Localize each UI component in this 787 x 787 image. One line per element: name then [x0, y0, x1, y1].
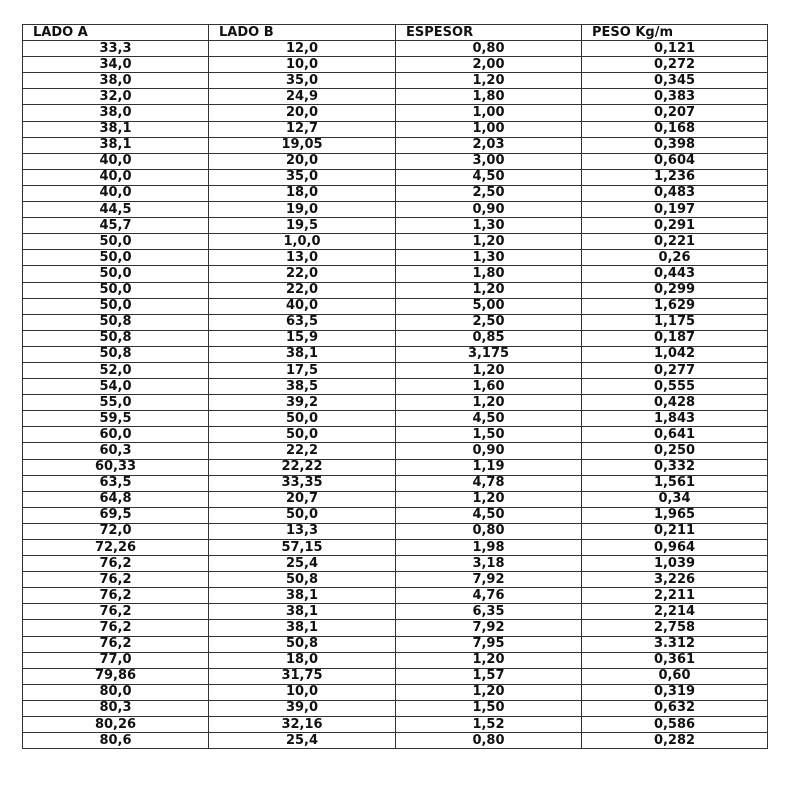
cell-lado-b: 38,1 [209, 604, 396, 620]
cell-espesor: 1,52 [396, 717, 582, 733]
cell-lado-a: 50,0 [23, 234, 209, 250]
cell-peso: 0,319 [582, 684, 768, 700]
cell-lado-b: 38,1 [209, 620, 396, 636]
cell-espesor: 3,175 [396, 346, 582, 362]
cell-lado-a: 60,3 [23, 443, 209, 459]
cell-lado-a: 55,0 [23, 395, 209, 411]
cell-lado-b: 38,1 [209, 346, 396, 362]
cell-lado-b: 10,0 [209, 684, 396, 700]
cell-espesor: 1,30 [396, 218, 582, 234]
table-row [23, 684, 768, 700]
cell-lado-a: 72,26 [23, 540, 209, 556]
cell-peso: 0,361 [582, 652, 768, 668]
cell-lado-a: 60,0 [23, 427, 209, 443]
cell-peso: 2,211 [582, 588, 768, 604]
table-row [23, 733, 768, 749]
cell-espesor: 7,95 [396, 636, 582, 652]
cell-espesor: 1,20 [396, 73, 582, 89]
cell-lado-a: 40,0 [23, 185, 209, 201]
cell-lado-a: 76,2 [23, 636, 209, 652]
table-row [23, 427, 768, 443]
cell-espesor: 1,20 [396, 234, 582, 250]
cell-lado-a: 38,1 [23, 121, 209, 137]
cell-peso: 0,632 [582, 700, 768, 716]
cell-espesor: 1,80 [396, 89, 582, 105]
table-row [23, 717, 768, 733]
cell-lado-a: 79,86 [23, 668, 209, 684]
cell-espesor: 2,00 [396, 57, 582, 73]
cell-lado-b: 40,0 [209, 298, 396, 314]
cell-espesor: 1,20 [396, 395, 582, 411]
cell-peso: 0,187 [582, 330, 768, 346]
table-row [23, 282, 768, 298]
cell-lado-a: 50,0 [23, 298, 209, 314]
cell-peso: 1,561 [582, 475, 768, 491]
cell-peso: 0,555 [582, 379, 768, 395]
table-header [23, 25, 768, 41]
cell-lado-b: 18,0 [209, 185, 396, 201]
cell-espesor: 4,50 [396, 411, 582, 427]
cell-lado-a: 76,2 [23, 572, 209, 588]
cell-espesor: 1,20 [396, 282, 582, 298]
cell-peso: 0,641 [582, 427, 768, 443]
cell-espesor: 7,92 [396, 620, 582, 636]
cell-peso: 0,272 [582, 57, 768, 73]
table-body [23, 41, 768, 749]
table-row [23, 507, 768, 523]
cell-lado-a: 80,0 [23, 684, 209, 700]
cell-peso: 0,250 [582, 443, 768, 459]
table-row [23, 475, 768, 491]
cell-peso: 0,197 [582, 202, 768, 218]
cell-lado-b: 15,9 [209, 330, 396, 346]
cell-espesor: 6,35 [396, 604, 582, 620]
cell-espesor: 0,80 [396, 733, 582, 749]
cell-lado-b: 22,0 [209, 282, 396, 298]
cell-lado-a: 60,33 [23, 459, 209, 475]
table-row [23, 169, 768, 185]
table-row [23, 234, 768, 250]
cell-lado-b: 32,16 [209, 717, 396, 733]
cell-espesor: 3,00 [396, 153, 582, 169]
table-row [23, 298, 768, 314]
table-row [23, 121, 768, 137]
cell-peso: 0,34 [582, 491, 768, 507]
cell-espesor: 1,60 [396, 379, 582, 395]
cell-espesor: 1,20 [396, 491, 582, 507]
cell-lado-a: 52,0 [23, 362, 209, 378]
cell-lado-b: 33,35 [209, 475, 396, 491]
cell-peso: 1,236 [582, 169, 768, 185]
cell-lado-b: 13,0 [209, 250, 396, 266]
cell-espesor: 5,00 [396, 298, 582, 314]
cell-lado-a: 40,0 [23, 169, 209, 185]
cell-lado-a: 32,0 [23, 89, 209, 105]
table-row [23, 218, 768, 234]
cell-lado-b: 35,0 [209, 169, 396, 185]
cell-lado-a: 59,5 [23, 411, 209, 427]
table-row [23, 652, 768, 668]
profile-weight-table [22, 24, 768, 749]
cell-espesor: 2,50 [396, 314, 582, 330]
cell-lado-b: 22,2 [209, 443, 396, 459]
cell-lado-a: 72,0 [23, 523, 209, 539]
cell-lado-b: 20,7 [209, 491, 396, 507]
cell-espesor: 1,98 [396, 540, 582, 556]
table-row [23, 523, 768, 539]
cell-espesor: 2,03 [396, 137, 582, 153]
table-row [23, 330, 768, 346]
cell-lado-a: 38,0 [23, 73, 209, 89]
cell-lado-b: 25,4 [209, 556, 396, 572]
cell-peso: 0,604 [582, 153, 768, 169]
cell-peso: 0,207 [582, 105, 768, 121]
cell-lado-b: 19,05 [209, 137, 396, 153]
table-row [23, 459, 768, 475]
cell-lado-a: 80,3 [23, 700, 209, 716]
header-espesor: ESPESOR [396, 25, 582, 41]
cell-peso: 0,345 [582, 73, 768, 89]
table-row [23, 556, 768, 572]
cell-espesor: 7,92 [396, 572, 582, 588]
cell-espesor: 1,30 [396, 250, 582, 266]
cell-espesor: 1,57 [396, 668, 582, 684]
cell-lado-a: 76,2 [23, 556, 209, 572]
header-row [23, 25, 768, 41]
cell-lado-b: 50,8 [209, 572, 396, 588]
cell-peso: 1,039 [582, 556, 768, 572]
cell-peso: 0,291 [582, 218, 768, 234]
table-row [23, 540, 768, 556]
cell-peso: 0,383 [582, 89, 768, 105]
table-row [23, 89, 768, 105]
table-row [23, 362, 768, 378]
cell-peso: 2,214 [582, 604, 768, 620]
cell-peso: 0,277 [582, 362, 768, 378]
cell-peso: 0,964 [582, 540, 768, 556]
cell-peso: 0,398 [582, 137, 768, 153]
cell-lado-b: 57,15 [209, 540, 396, 556]
cell-espesor: 3,18 [396, 556, 582, 572]
cell-peso: 1,175 [582, 314, 768, 330]
table-row [23, 700, 768, 716]
cell-lado-a: 69,5 [23, 507, 209, 523]
cell-lado-b: 24,9 [209, 89, 396, 105]
cell-peso: 3,226 [582, 572, 768, 588]
cell-lado-b: 50,8 [209, 636, 396, 652]
cell-lado-b: 22,22 [209, 459, 396, 475]
table-row [23, 491, 768, 507]
table-row [23, 411, 768, 427]
cell-lado-b: 19,5 [209, 218, 396, 234]
cell-lado-a: 38,0 [23, 105, 209, 121]
cell-espesor: 0,85 [396, 330, 582, 346]
cell-lado-a: 45,7 [23, 218, 209, 234]
profile-table-sheet [22, 24, 768, 749]
cell-lado-a: 77,0 [23, 652, 209, 668]
cell-lado-b: 17,5 [209, 362, 396, 378]
table-row [23, 57, 768, 73]
table-row [23, 572, 768, 588]
table-row [23, 346, 768, 362]
cell-espesor: 1,00 [396, 105, 582, 121]
cell-peso: 0,60 [582, 668, 768, 684]
cell-lado-a: 80,26 [23, 717, 209, 733]
table-row [23, 668, 768, 684]
cell-lado-b: 10,0 [209, 57, 396, 73]
cell-peso: 1,042 [582, 346, 768, 362]
cell-lado-a: 38,1 [23, 137, 209, 153]
table-row [23, 73, 768, 89]
table-row [23, 105, 768, 121]
cell-lado-b: 12,0 [209, 41, 396, 57]
table-row [23, 202, 768, 218]
cell-peso: 1,629 [582, 298, 768, 314]
cell-espesor: 4,78 [396, 475, 582, 491]
cell-espesor: 1,20 [396, 362, 582, 378]
cell-espesor: 0,80 [396, 523, 582, 539]
cell-lado-b: 13,3 [209, 523, 396, 539]
cell-lado-a: 50,8 [23, 346, 209, 362]
header-lado-b: LADO B [209, 25, 396, 41]
cell-lado-a: 76,2 [23, 588, 209, 604]
cell-lado-a: 44,5 [23, 202, 209, 218]
cell-espesor: 1,50 [396, 427, 582, 443]
cell-espesor: 4,76 [396, 588, 582, 604]
cell-lado-b: 18,0 [209, 652, 396, 668]
cell-lado-a: 63,5 [23, 475, 209, 491]
cell-lado-b: 63,5 [209, 314, 396, 330]
cell-lado-b: 20,0 [209, 105, 396, 121]
cell-espesor: 1,00 [396, 121, 582, 137]
cell-peso: 0,586 [582, 717, 768, 733]
cell-peso: 0,428 [582, 395, 768, 411]
table-row [23, 636, 768, 652]
cell-lado-b: 39,0 [209, 700, 396, 716]
cell-lado-a: 50,0 [23, 266, 209, 282]
table-row [23, 588, 768, 604]
cell-lado-a: 76,2 [23, 604, 209, 620]
cell-peso: 0,483 [582, 185, 768, 201]
cell-espesor: 4,50 [396, 169, 582, 185]
table-row [23, 185, 768, 201]
cell-lado-a: 34,0 [23, 57, 209, 73]
cell-lado-a: 40,0 [23, 153, 209, 169]
cell-lado-b: 50,0 [209, 411, 396, 427]
cell-espesor: 0,90 [396, 443, 582, 459]
cell-lado-b: 35,0 [209, 73, 396, 89]
cell-espesor: 1,20 [396, 652, 582, 668]
cell-lado-b: 1,0,0 [209, 234, 396, 250]
table-row [23, 443, 768, 459]
cell-espesor: 0,90 [396, 202, 582, 218]
cell-peso: 0,121 [582, 41, 768, 57]
cell-espesor: 1,20 [396, 684, 582, 700]
cell-peso: 0,332 [582, 459, 768, 475]
cell-lado-a: 33,3 [23, 41, 209, 57]
cell-espesor: 1,50 [396, 700, 582, 716]
table-row [23, 620, 768, 636]
cell-peso: 2,758 [582, 620, 768, 636]
cell-lado-a: 50,0 [23, 250, 209, 266]
table-row [23, 379, 768, 395]
cell-lado-b: 12,7 [209, 121, 396, 137]
cell-espesor: 1,80 [396, 266, 582, 282]
cell-peso: 0,168 [582, 121, 768, 137]
table-row [23, 41, 768, 57]
table-row [23, 314, 768, 330]
cell-peso: 0,299 [582, 282, 768, 298]
cell-lado-b: 25,4 [209, 733, 396, 749]
table-row [23, 250, 768, 266]
cell-lado-a: 64,8 [23, 491, 209, 507]
header-peso: PESO Kg/m [582, 25, 768, 41]
cell-espesor: 1,19 [396, 459, 582, 475]
cell-lado-b: 19,0 [209, 202, 396, 218]
cell-lado-b: 31,75 [209, 668, 396, 684]
cell-peso: 0,221 [582, 234, 768, 250]
cell-peso: 3.312 [582, 636, 768, 652]
cell-peso: 1,965 [582, 507, 768, 523]
table-row [23, 395, 768, 411]
cell-espesor: 2,50 [396, 185, 582, 201]
cell-lado-b: 38,1 [209, 588, 396, 604]
cell-espesor: 0,80 [396, 41, 582, 57]
cell-lado-b: 22,0 [209, 266, 396, 282]
cell-lado-b: 39,2 [209, 395, 396, 411]
cell-lado-a: 80,6 [23, 733, 209, 749]
header-lado-a: LADO A [23, 25, 209, 41]
cell-lado-b: 38,5 [209, 379, 396, 395]
cell-lado-a: 50,8 [23, 330, 209, 346]
table-row [23, 137, 768, 153]
cell-lado-a: 76,2 [23, 620, 209, 636]
cell-espesor: 4,50 [396, 507, 582, 523]
cell-peso: 0,211 [582, 523, 768, 539]
cell-lado-a: 50,8 [23, 314, 209, 330]
cell-peso: 0,26 [582, 250, 768, 266]
cell-peso: 0,282 [582, 733, 768, 749]
cell-lado-b: 50,0 [209, 507, 396, 523]
table-row [23, 604, 768, 620]
cell-lado-a: 50,0 [23, 282, 209, 298]
table-row [23, 153, 768, 169]
cell-lado-b: 50,0 [209, 427, 396, 443]
cell-lado-b: 20,0 [209, 153, 396, 169]
cell-lado-a: 54,0 [23, 379, 209, 395]
table-row [23, 266, 768, 282]
cell-peso: 1,843 [582, 411, 768, 427]
cell-peso: 0,443 [582, 266, 768, 282]
